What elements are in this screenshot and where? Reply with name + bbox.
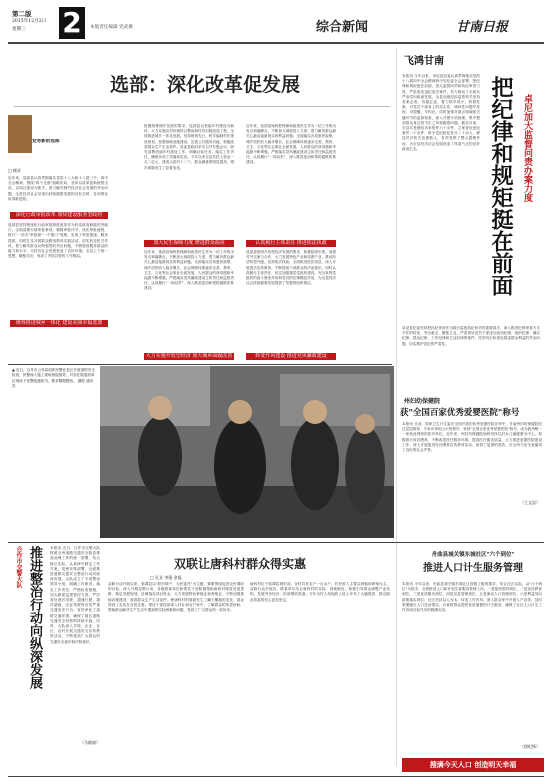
slogan-banner: 搜满今天人口 创造明天幸福 bbox=[402, 758, 544, 772]
registry-kicker: 舟曲县城关镇东城社区"六个到位" bbox=[431, 552, 515, 558]
lead-col2b-text: 近年来，选部县始终把保障和改善民生作为一切工作的出发点和落脚点，不断加大财政投入力度，着力解决群众最关心最直接最现实的利益问题。全面落实各项惠民政策，城乡居民收入稳步增长，社会保障体系逐步完善，教育、卫生、文化等社会事业全面发展，人民群众的获得感和幸福感不断增强。严格落实党风廉政建设主体责任和监督责任，认真履行"一岗双责"，深入推进惩治和预防腐败体系建设。 bbox=[144, 250, 234, 291]
lead-subhead-6: 转变作风建设 推进党风廉政建设 bbox=[246, 353, 336, 360]
column-divider bbox=[396, 48, 397, 766]
lead-subhead-1: 深化行政审批改革 加快建设服务型政府 bbox=[10, 212, 108, 219]
health-source: （王文忠） bbox=[520, 500, 540, 505]
health-text: 本报讯 日前，国家卫生计生委在全国开展的优秀爱婴医院评审中，甘南州妇幼保健院经过层层推荐、专家评审和公示等程序，荣获"全国百家优秀爱婴医院"称号，成为我州唯一一家获此殊荣的医疗单位。近年来，州妇幼保健院始终坚持以妇女儿童健康为中心，积极推行母乳喂养，不断改善医疗服务环境，提高医疗服务质量，大力推进爱婴医院建设工作，深入开展促进母乳喂养宣传教育活动，取得了显著的成效，在全州乃至全省赢得了良好的社会声誉。 bbox=[402, 422, 542, 453]
lead-subhead-3: 加大民生保障力度 增进群众福祉 bbox=[144, 240, 234, 247]
lead-subhead-4: 大力实施开放型经济 加大城乡面貌改善 bbox=[145, 353, 233, 359]
lead-col3-text: 近年来，选部县始终把保障和改善民生作为一切工作的出发点和落脚点，不断加大财政投入力度，着力解决群众最关心最直接最现实的利益问题。全面落实各项惠民政策，城乡居民收入稳步增长，社会保障体系逐步完善，教育、卫生、文化等社会事业全面发展，人民群众的获得感和幸福感不断增强。严格落实党风廉政建设主体责任和监督责任，认真履行"一岗双责"，深入推进惩治和预防腐败体系建设。 bbox=[246, 124, 336, 165]
lead-logo-image bbox=[8, 115, 32, 153]
registry-headline: 推进人口计生服务管理 bbox=[423, 563, 523, 574]
edition-label: 第二版 bbox=[12, 10, 32, 17]
issue-date: 2015年12月2日 bbox=[12, 19, 47, 24]
paper-logo: 甘南日报 bbox=[456, 20, 509, 34]
police-source: （马晓斌） bbox=[80, 740, 100, 745]
lead-headline: 选部：深化改革促发展 bbox=[109, 74, 300, 96]
lead-byline: □ 顾亚 bbox=[8, 168, 22, 173]
column-subtitle: 卓尼加大监督问责办案力度 bbox=[522, 94, 532, 202]
photo-rule-top bbox=[8, 364, 392, 365]
photo-caption: ▲ 近日，合作市公安局组织民警在县区开展消防安全检查，民警深入施工现场督促指导，对存在隐患的单位现场下发整改通知书，要求限期整改。 摄影 通讯员 bbox=[12, 368, 95, 389]
masthead bbox=[6, 6, 546, 42]
village-text: 双联行动开展以来，临潭县以"联村联户、为民富民"为主题，紧紧围绕促进农民增收的目标，深入开展双联行动，各级联系单位和帮扶干部积极帮助唐科村理清发展思路，制定发展规划，协调落实项目资金，大力发展特色种植业和养殖业，不断加强基础设施建设，改善群众生产生活条件，使唐科村的面貌发生了翻天覆地的变化，群众得到了实实在在的实惠。帮扶干部经常深入村社和农户家中，了解群众的所思所盼，帮助群众解决生产生活中遇到的实际困难和问题，受到了广大群众的一致好评。 bbox=[108, 582, 244, 613]
police-kicker: 合作市交警大队 bbox=[15, 546, 22, 588]
masthead-rule bbox=[8, 42, 544, 44]
registry-source: （徐纪锋） bbox=[520, 744, 540, 749]
village-byline: □ 孔亚 李强 金磊 bbox=[150, 575, 182, 580]
lead-intro: 近年来，选部县认真贯彻落实党的十八大和十八届三中、四中全会精神，围绕"四个全面"战略布局，坚持以改革创新统领全局，以项目建设为抓手，着力解决制约经济社会发展的突出问题，全县经济社会呈现出持续健康发展的良好态势，各项事业取得新进展。 bbox=[8, 176, 108, 201]
issue-weekday: 星期三 bbox=[12, 27, 26, 32]
health-kicker: 州妇幼保健院 bbox=[404, 398, 441, 404]
column-more-text: 卓尼县纪委坚持把执纪审查作为践行监督执纪问责的重要抓手，深入推进纪律审查方式方法的转变，突出重点，聚焦主业，严肃查处党员干部违反政治纪律、组织纪律、廉洁纪律、群众纪律、工作纪律和生活纪律的案件，坚决纠正和查处损害群众利益的突出问题，切实维护党纪的严肃性。 bbox=[402, 326, 540, 346]
lead-subhead-5: 认真履行主体责任 推进依法执政 bbox=[246, 240, 336, 247]
lead-logo-text: 党务影的选部 bbox=[32, 139, 60, 144]
lead-col4-text: 选部县按照开放型经济发展的要求，积极招商引资，加强对外交流与合作，大力发展特色产业和旅游产业，推动经济转型升级。坚持依法执政，全面推进依法治县，深入开展普法宣传教育，不断提高干部群众的法治意识。同时认真履行主体责任，切实加强基层党组织建设，充分发挥党组织的战斗堡垒作用和党员的先锋模范作用，为全县经济社会持续健康发展提供了坚强的组织保证。 bbox=[246, 250, 336, 286]
column-brand: 飞鸿甘南 bbox=[404, 56, 444, 67]
police-title: 推进整治行动向纵深发展 bbox=[27, 546, 42, 689]
health-headline: 获"全国百家优秀爱婴医院"称号 bbox=[400, 408, 520, 418]
village-headline: 双联让唐科村群众得实惠 bbox=[173, 557, 306, 571]
column-title: 把纪律和规矩挺在前面 bbox=[488, 76, 514, 296]
page-editors: 本版责任编辑 党武翼 bbox=[90, 25, 133, 30]
police-text: 本报讯 近日，合作市交警大队按照全州道路交通安全隐患排查治理工作的统一部署，结合辖区实际，认真研究制定工作方案，周密安排部署，全面推进道路交通安全整治行动向纵深发展。大队成立了专项整治领导小组，明确工作职责，落实工作责任，严格检查措施，加大路面巡逻管控力度，严厉查处酒后驾驶、超速行驶、超员超载、无证驾驶等各类严重交通违法行为，有效净化了道路交通环境，确保了辖区道路交通安全形势的持续平稳。同时，大队深入学校、企业、社区、农村开展交通安全宣传教育活动，不断提高广大群众的交通安全意识和法制意识。 bbox=[50, 546, 100, 644]
section-title: 综合新闻 bbox=[316, 20, 369, 34]
lead-col2-text: 按照统筹城乡发展的要求，选部县以美丽乡村建设为载体，大力实施农村环境综合整治和村容村貌改造工程，全面推进城乡一体化发展。坚持规划先行，科学编制村庄建设规划，加强基础设施建设，完善公共服务功能，积极改善群众生产生活条件。县委县政府多次召开专题会议，研究部署美丽乡村建设工作，明确目标任务，落实工作责任，确保各项工作落到实处。今年以来全县共投入资金一点二亿元，建成示范村十二个，群众满意度明显提高，城乡面貌发生了显著变化。 bbox=[144, 124, 234, 170]
lead-subhead-2: 统筹推进城乡一体化 建设美丽幸福选部 bbox=[10, 320, 108, 327]
registry-text: 本报讯 今年以来，舟曲县城关镇东城社区按照上级的要求，结合社区实际，以"六个到位"为抓手，全面推进人口和计划生育服务管理工作。一是组织领导到位，二是宣传教育到位，三是优质服务到位，四是信息管理到位，五是流动人口管理到位，六是利益导向政策落实到位。社区坚持以人为本，转变工作作风，深入群众家中开展入户宣传，及时掌握辖区人口变动情况，为育龄群众提供优质便捷的计生服务，确保了社区人口计生工作各项目标任务的圆满完成。 bbox=[402, 582, 542, 613]
column-text: 本报讯 今年以来，卓尼县纪委认真贯彻落实党的十八届四中全会精神和中央纪委全会部署，把纪律和规矩挺在前面，加大监督问责和执纪审查力度，严肃查处违纪违法案件，有力推动了全面从严治党向纵深发展。全县各级纪检监察机关坚持有案必查、有腐必惩，着力抓早抓小、防微杜渐，对党员干部身上的苗头性、倾向性问题早发现、早提醒、早纠正。同时加强对重点领域和关键环节的监督检查，深入开展专项治理，集中整治群众身边的不正之风和腐败问题。截至目前，全县共受理信访举报件六十余件，立案查处违纪案件二十余件，给予党纪政纪处分二十余人，移送司法机关处理数人，有效发挥了警示震慑作用，为全县经济社会发展营造了风清气正的良好政治生态。 bbox=[402, 74, 480, 151]
lead-col1-text: 选部县坚持把深化行政审批制度改革作为转变政府职能的突破口，全面清理行政审批事项，精简审批环节，优化审批流程，推行"一站式"审批和"一个窗口"受理，实现了审批提速、服务提质。同时扎实开展群众路线教育实践活动，切实转变机关作风，着力解决群众反映强烈的突出问题，不断提高服务群众的能力和水平，为经济社会发展营造了良好环境。全县上下统一思想、凝聚共识，形成了齐抓共管的工作格局。 bbox=[8, 223, 108, 259]
lower-rule bbox=[8, 542, 544, 543]
lead-logo-block bbox=[8, 115, 68, 159]
news-photo bbox=[100, 366, 394, 538]
page-number: 2 bbox=[59, 7, 85, 39]
headline-underline bbox=[14, 106, 390, 107]
bottom-rule bbox=[8, 776, 544, 777]
photo-illustration bbox=[100, 366, 394, 538]
village-more-text: 唐科村位于临潭县城东部，全村共有农户一百余户，村民收入主要以种植和养殖为主。双联行动开展后，联系单位结合唐科村的实际，因地制宜，积极引导群众调整产业结构，发展劳务经济，拓宽增收渠道。今年全村人均纯收入较上年有了大幅提高，群众脱贫致富的信心更加坚定。 bbox=[250, 582, 390, 602]
